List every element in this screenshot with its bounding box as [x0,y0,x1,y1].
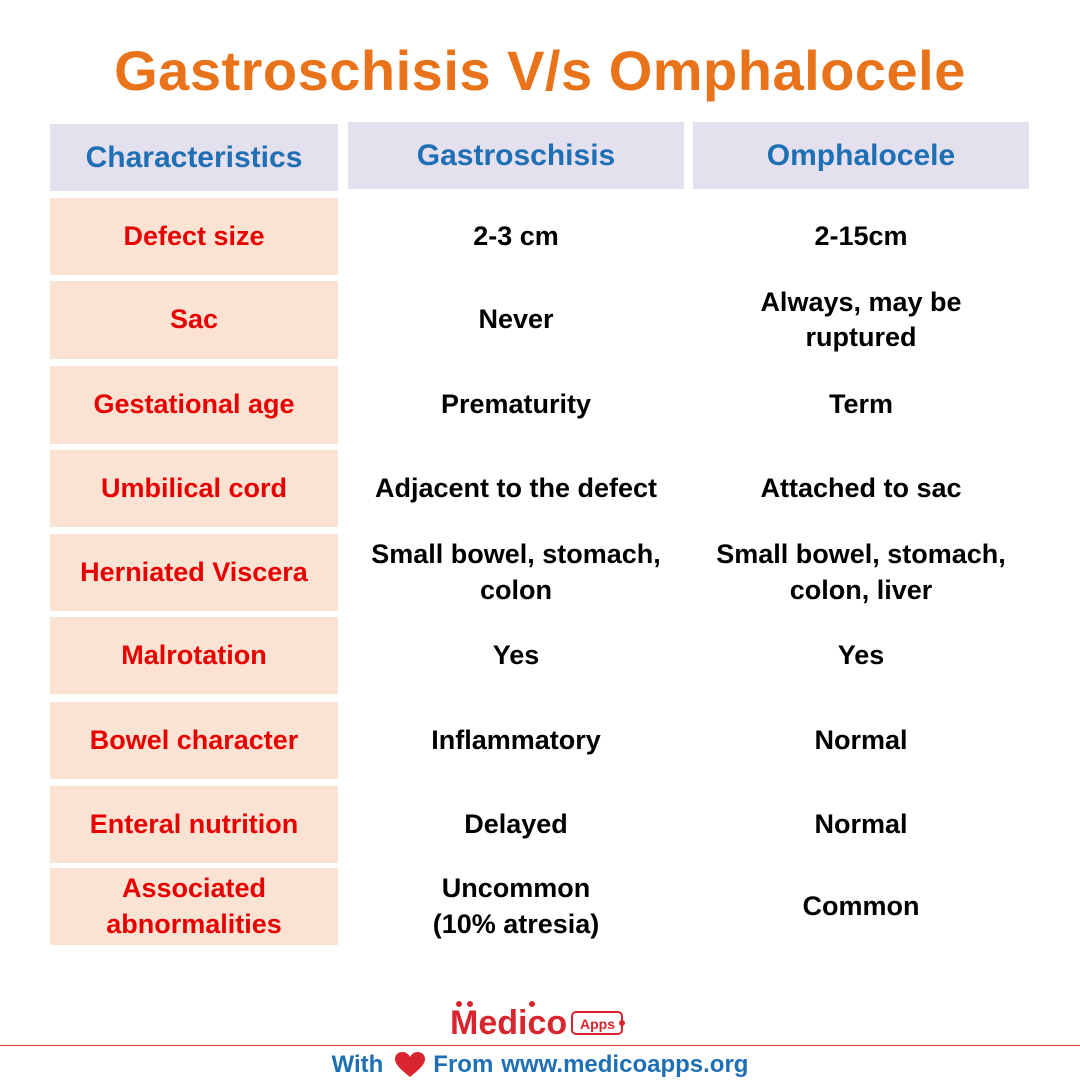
omphalocele-value: Small bowel, stomach, colon, liver [716,539,1006,605]
omphalocele-value: Always, may be ruptured [760,286,962,352]
omphalocele-value: Normal [814,724,908,755]
gastroschisis-value: Uncommon (10% atresia) [432,873,600,939]
row-label: Umbilical cord [50,450,338,527]
row-label: Associated abnormalities [50,868,338,945]
omphalocele-value: Term [828,389,894,420]
header-omphalocele: Omphalocele [693,122,1029,189]
header-characteristics: Characteristics [50,124,338,191]
gastroschisis-value: Yes [492,639,540,670]
logo-text: Medico [450,1004,568,1040]
footer-url[interactable]: www.medicoapps.org [501,1051,749,1078]
row-label: Gestational age [50,366,338,444]
gastroschisis-value: Delayed [464,808,568,839]
omphalocele-value: Yes [837,639,885,670]
heart-icon [395,1052,425,1078]
row-label: Herniated Viscera [50,534,338,611]
gastroschisis-value: 2-3 cm [473,220,559,251]
page-title: Gastroschisis V/s Omphalocele [114,39,966,102]
gastroschisis-value: Small bowel, stomach, colon [371,539,661,605]
omphalocele-value: Attached to sac [760,472,962,503]
gastroschisis-value: Never [478,304,554,335]
footer-with: With [331,1051,384,1078]
footer-from: From [433,1051,494,1078]
omphalocele-value: 2-15cm [814,220,908,251]
header-gastroschisis: Gastroschisis [348,122,684,189]
medicoapps-logo [0,998,1080,1040]
row-label: Bowel character [50,702,338,779]
gastroschisis-value: Adjacent to the defect [374,472,658,503]
row-label: Defect size [50,198,338,275]
footer [0,1048,1080,1082]
gastroschisis-value: Inflammatory [431,724,601,755]
gastroschisis-value: Prematurity [440,389,592,420]
footer-divider [0,1045,1080,1046]
omphalocele-value: Common [802,890,920,921]
medicoapps-logo-graphic [450,998,630,1040]
logo-badge: Apps [580,1016,615,1032]
row-label: Malrotation [50,617,338,694]
row-label: Enteral nutrition [50,786,338,863]
omphalocele-value: Normal [814,808,908,839]
row-label: Sac [50,281,338,359]
